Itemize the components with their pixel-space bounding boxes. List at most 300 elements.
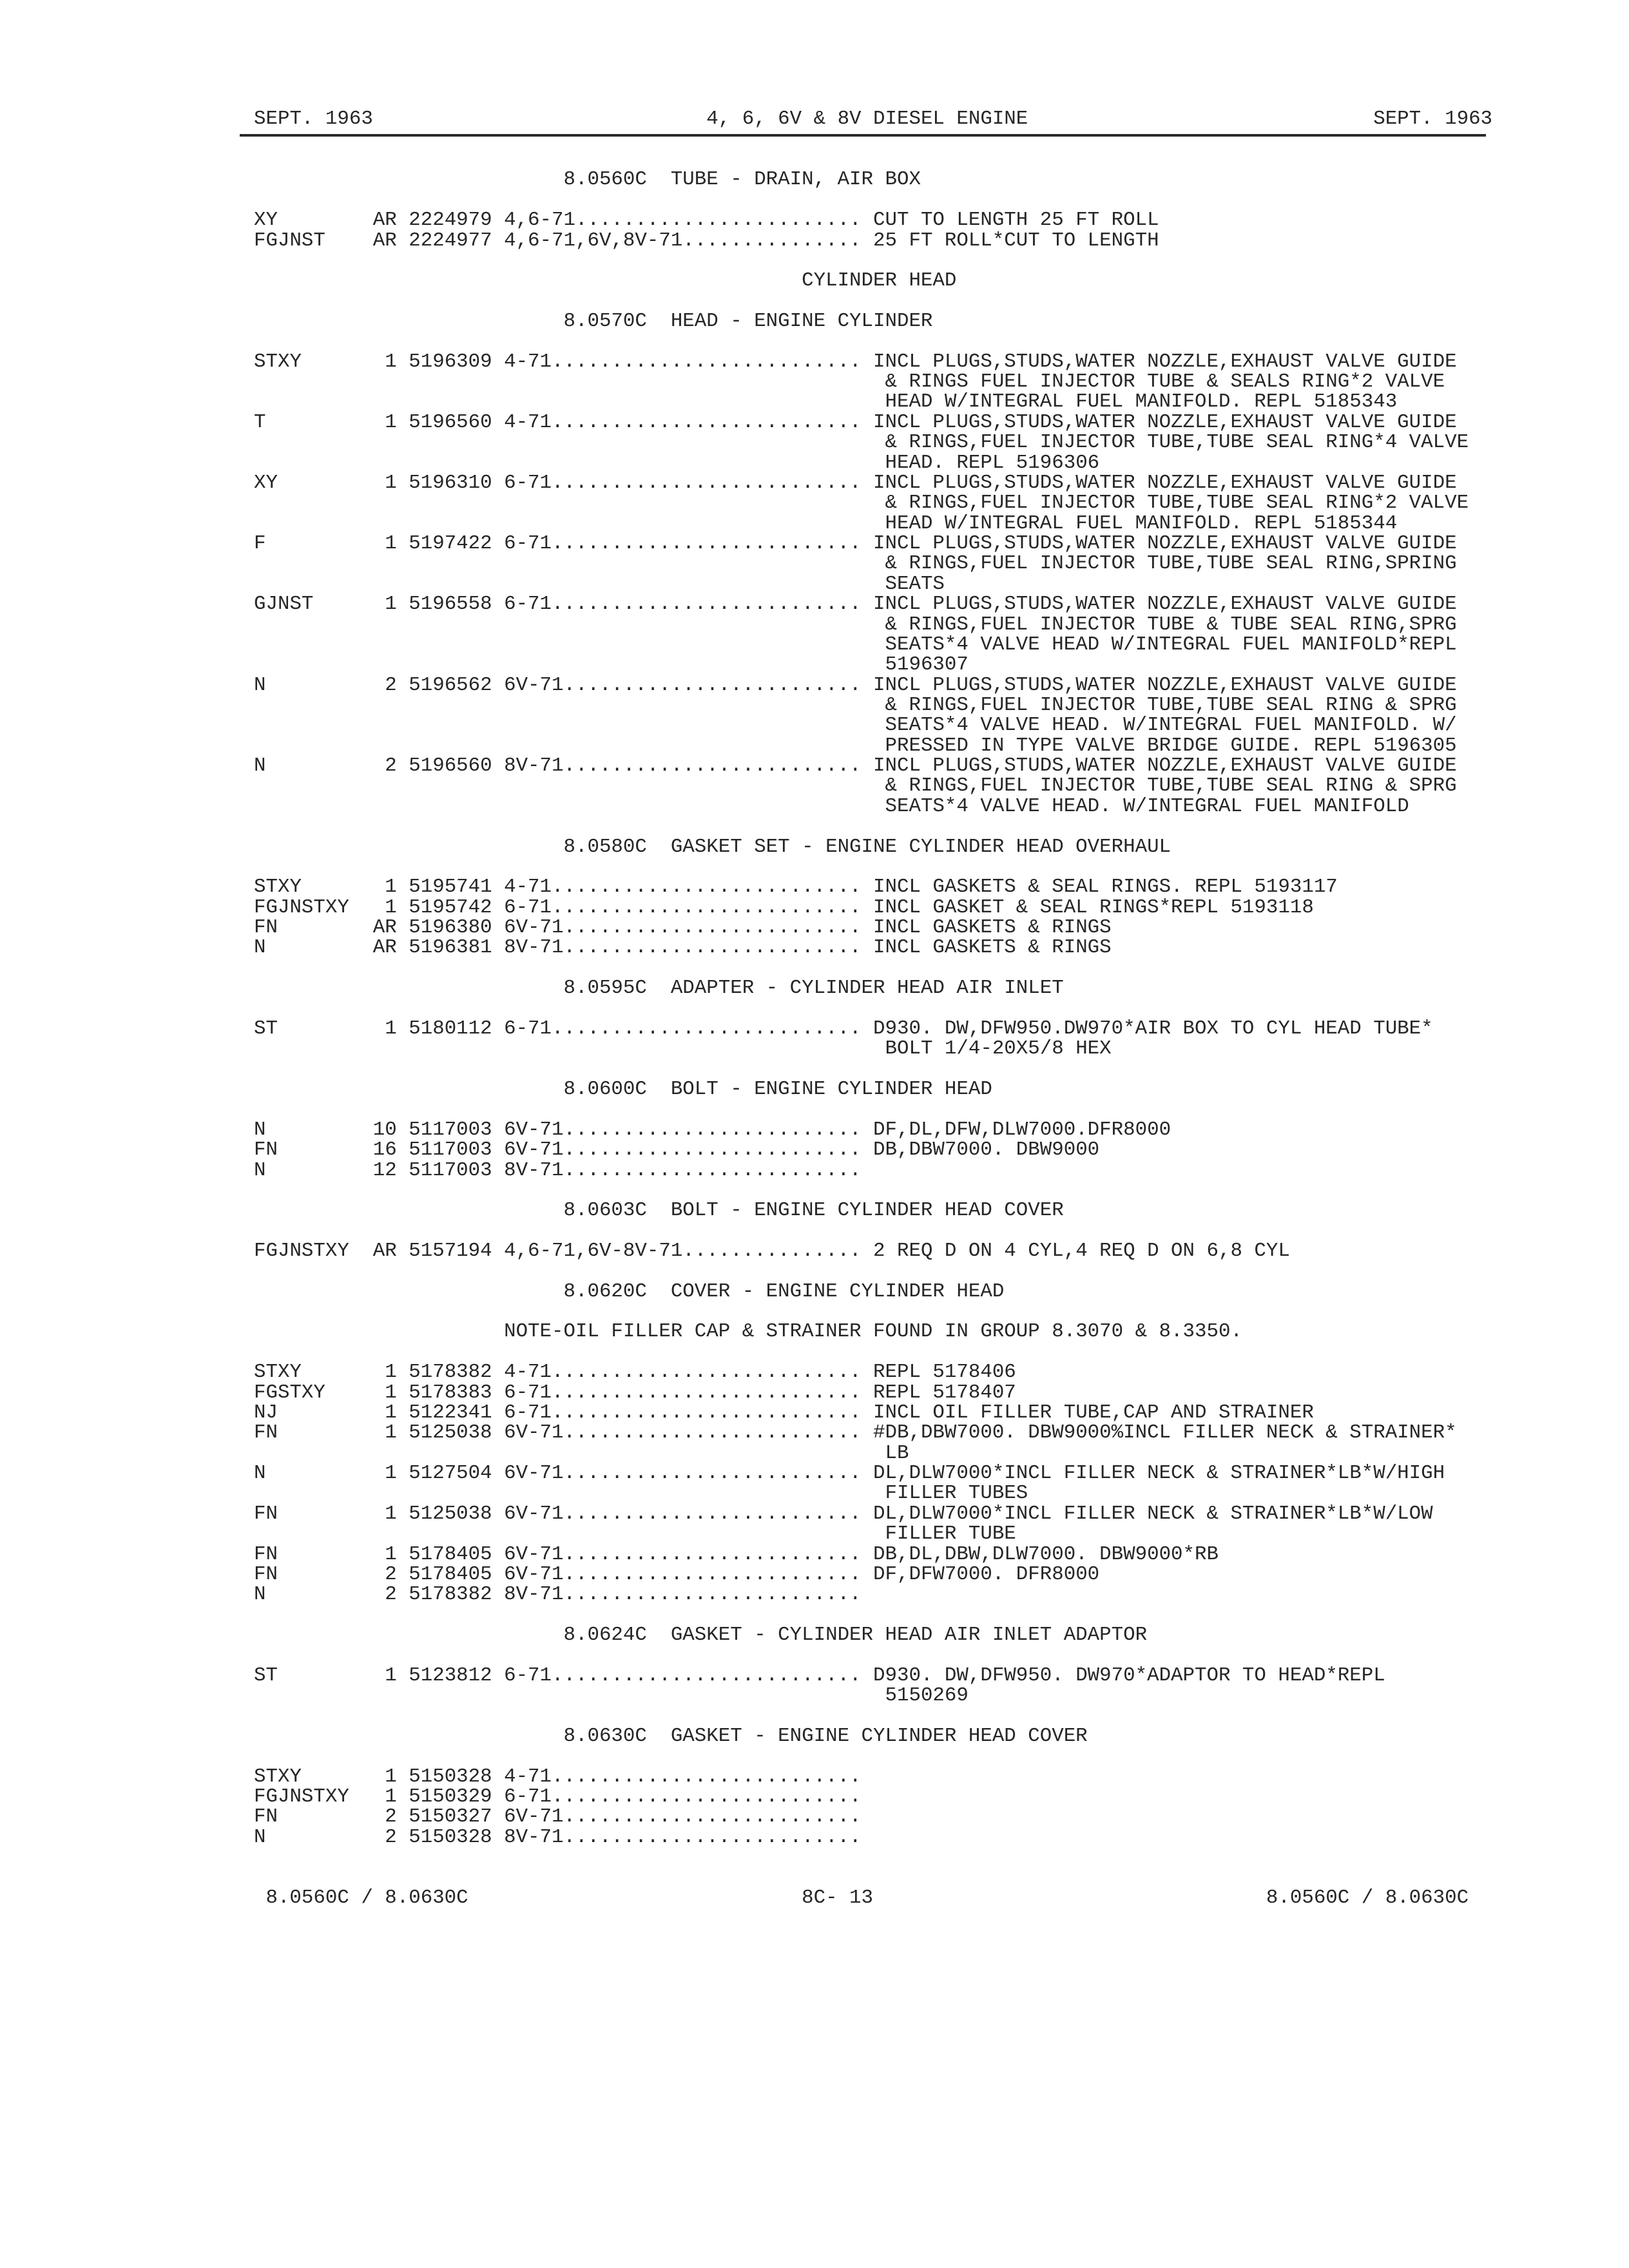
quantity: 1 (385, 350, 397, 373)
model-code: FGJNST (254, 229, 325, 252)
part-number: 5125038 (409, 1502, 492, 1525)
description-line: REPL 5178406 (873, 1361, 1016, 1384)
part-row (254, 473, 1510, 493)
dot-leader: ......................... (563, 1825, 862, 1849)
section-heading (254, 837, 1510, 857)
quantity: 12 (372, 1158, 397, 1182)
part-number: 5178383 (409, 1381, 492, 1404)
quantity: 2 (385, 1583, 397, 1606)
part-row-continuation (254, 1443, 1510, 1463)
quantity: 1 (385, 1664, 397, 1687)
part-row (254, 1362, 1510, 1382)
part-row-continuation (254, 615, 1510, 635)
model-code: FGSTXY (254, 1381, 325, 1404)
dot-leader: ......................... (563, 1421, 862, 1445)
quantity: 1 (385, 1502, 397, 1525)
quantity: AR (372, 1240, 397, 1262)
part-row-continuation (254, 635, 1510, 655)
quantity: 1 (385, 532, 397, 555)
model-code: N (254, 754, 266, 778)
description-line: SEATS*4 VALVE HEAD. W/INTEGRAL FUEL MANIFOLD. W/ (885, 714, 1457, 737)
model-code: FN (254, 1421, 278, 1445)
description-line: D930. DW,DFW950.DW970*AIR BOX TO CYL HEAD TUBE* (873, 1017, 1433, 1040)
dot-leader: .......................... (552, 593, 862, 616)
part-row-continuation (254, 695, 1510, 715)
engine-model: 4-71 (504, 410, 552, 434)
dot-leader: .......................... (552, 532, 862, 555)
dot-leader: ......................... (563, 1502, 862, 1525)
engine-model: 8V-71 (504, 754, 564, 778)
section-note-text: NOTE-OIL FILLER CAP & STRAINER FOUND IN GROUP 8.3070 & 8.3350. (504, 1320, 1242, 1343)
part-row (254, 231, 1510, 251)
part-row-continuation (254, 372, 1510, 392)
footer-range-left: 8.0560C / 8.0630C (265, 1886, 468, 1909)
section-heading (254, 1625, 1510, 1645)
description-line: & RINGS,FUEL INJECTOR TUBE,TUBE SEAL RING,SPRING (885, 552, 1457, 575)
description-line: DL,DLW7000*INCL FILLER NECK & STRAINER*LB*W/LOW (873, 1502, 1433, 1525)
model-code: FGJNSTXY (254, 896, 349, 919)
model-code: GJNST (254, 593, 314, 616)
footer-range-right: 8.0560C / 8.0630C (1266, 1886, 1469, 1909)
part-row (254, 877, 1510, 897)
engine-model: 6-71 (504, 1401, 552, 1424)
part-row (254, 1140, 1510, 1160)
engine-model: 4-71 (504, 1361, 552, 1384)
quantity: 1 (385, 1361, 397, 1384)
quantity: 1 (385, 410, 397, 434)
part-row-continuation (254, 796, 1510, 816)
description-line: 5150269 (885, 1684, 969, 1707)
description-line: D930. DW,DFW950. DW970*ADAPTOR TO HEAD*REPL (873, 1664, 1385, 1687)
engine-model: 8V-71 (504, 1158, 564, 1182)
quantity: 1 (385, 1765, 397, 1788)
part-row (254, 1383, 1510, 1403)
model-code: F (254, 532, 266, 555)
part-row (254, 1807, 1510, 1827)
part-number: 5196558 (409, 593, 492, 616)
section-number: 8.0630C (563, 1724, 647, 1747)
engine-model: 6V-71 (504, 1118, 564, 1141)
part-number: 5196560 (409, 754, 492, 778)
part-number: 5117003 (409, 1118, 492, 1141)
quantity: AR (372, 936, 397, 959)
part-number: 5180112 (409, 1017, 492, 1040)
dot-leader: ......................... (563, 673, 862, 697)
engine-model: 8V-71 (504, 936, 564, 959)
dot-leader: ......................... (563, 1118, 862, 1141)
model-code: FN (254, 1502, 278, 1525)
dot-leader: ......................... (563, 1462, 862, 1485)
catalog-page (254, 108, 1543, 2102)
model-code: FGJNSTXY (254, 1240, 349, 1262)
part-row (254, 1160, 1510, 1180)
engine-model: 4-71 (504, 350, 552, 373)
description-line: INCL OIL FILLER TUBE,CAP AND STRAINER (873, 1401, 1314, 1424)
model-code: T (254, 410, 266, 434)
part-row (254, 1241, 1510, 1261)
section-number: 8.0600C (563, 1078, 647, 1101)
part-row-continuation (254, 514, 1510, 533)
section-note (254, 1321, 1510, 1341)
section-number: 8.0595C (563, 977, 647, 1000)
header-title: 4, 6, 6V & 8V DIESEL ENGINE (706, 108, 1028, 131)
header-rule (240, 134, 1486, 137)
engine-model: 4,6-71,6V-8V-71 (504, 1240, 683, 1262)
part-number: 5195741 (409, 876, 492, 899)
section-number: 8.0603C (563, 1199, 647, 1222)
part-row (254, 1544, 1510, 1564)
dot-leader: .......................... (552, 1361, 862, 1384)
description-line: DF,DL,DFW,DLW7000.DFR8000 (873, 1118, 1171, 1141)
part-row (254, 1827, 1510, 1847)
quantity: 2 (385, 1825, 397, 1849)
part-row (254, 1584, 1510, 1604)
section-title: BOLT - ENGINE CYLINDER HEAD COVER (670, 1199, 1064, 1222)
part-number: 2224977 (409, 229, 492, 252)
description-line: HEAD W/INTEGRAL FUEL MANIFOLD. REPL 5185344 (885, 512, 1398, 535)
dot-leader: .......................... (552, 1017, 862, 1040)
part-row-continuation (254, 453, 1510, 473)
dot-leader: ......................... (563, 1583, 862, 1606)
engine-model: 8V-71 (504, 1825, 564, 1849)
quantity: 1 (385, 876, 397, 899)
part-number: 5196310 (409, 471, 492, 494)
engine-model: 6V-71 (504, 916, 564, 939)
description-line: INCL PLUGS,STUDS,WATER NOZZLE,EXHAUST VALVE GUIDE (873, 410, 1457, 434)
engine-model: 6-71 (504, 532, 552, 555)
section-number: 8.0580C (563, 835, 647, 858)
dot-leader: ......................... (563, 754, 862, 778)
description-line: BOLT 1/4-20X5/8 HEX (885, 1037, 1112, 1061)
quantity: 1 (385, 1381, 397, 1404)
engine-model: 4,6-71,6V,8V-71 (504, 229, 683, 252)
part-number: 5197422 (409, 532, 492, 555)
description-line: INCL PLUGS,STUDS,WATER NOZZLE,EXHAUST VALVE GUIDE (873, 532, 1457, 555)
description-line: SEATS*4 VALVE HEAD W/INTEGRAL FUEL MANIFOLD*REPL (885, 633, 1457, 656)
part-row-continuation (254, 1686, 1510, 1706)
description-line: DF,DFW7000. DFR8000 (873, 1562, 1100, 1586)
part-number: 5150328 (409, 1825, 492, 1849)
header-date-left: SEPT. 1963 (254, 108, 373, 131)
dot-leader: ............... (682, 229, 862, 252)
part-number: 2224979 (409, 209, 492, 232)
part-number: 5157194 (409, 1240, 492, 1262)
description-line: CUT TO LENGTH 25 FT ROLL (873, 209, 1159, 232)
section-title: COVER - ENGINE CYLINDER HEAD (670, 1280, 1005, 1303)
engine-model: 6V-71 (504, 1542, 564, 1566)
model-code: STXY (254, 1361, 302, 1384)
description-line: & RINGS FUEL INJECTOR TUBE & SEALS RING*2 VALVE (885, 370, 1445, 394)
description-line: INCL GASKETS & RINGS (873, 916, 1112, 939)
model-code: N (254, 673, 266, 697)
part-number: 5150328 (409, 1765, 492, 1788)
description-line: #DB,DBW7000. DBW9000%INCL FILLER NECK & STRAINER* (873, 1421, 1457, 1445)
part-row (254, 412, 1510, 432)
part-number: 5195742 (409, 896, 492, 919)
part-row (254, 898, 1510, 918)
description-line: INCL PLUGS,STUDS,WATER NOZZLE,EXHAUST VALVE GUIDE (873, 673, 1457, 697)
part-row (254, 1019, 1510, 1039)
engine-model: 6V-71 (504, 1805, 564, 1829)
section-number: 8.0624C (563, 1624, 647, 1647)
engine-model: 6V-71 (504, 1562, 564, 1586)
engine-model: 8V-71 (504, 1583, 564, 1606)
engine-model: 6-71 (504, 1664, 552, 1687)
quantity: 1 (385, 1542, 397, 1566)
part-number: 5123812 (409, 1664, 492, 1687)
description-line: 5196307 (885, 653, 969, 677)
description-line: DB,DBW7000. DBW9000 (873, 1139, 1100, 1162)
quantity: 1 (385, 1462, 397, 1485)
engine-model: 4-71 (504, 876, 552, 899)
part-number: 5196309 (409, 350, 492, 373)
section-title: GASKET - ENGINE CYLINDER HEAD COVER (670, 1724, 1088, 1747)
dot-leader: .......................... (552, 350, 862, 373)
description-line: HEAD. REPL 5196306 (885, 451, 1100, 474)
quantity: 1 (385, 593, 397, 616)
engine-model: 6-71 (504, 896, 552, 919)
quantity: 1 (385, 1401, 397, 1424)
part-number: 5150327 (409, 1805, 492, 1829)
part-row-continuation (254, 1483, 1510, 1503)
model-code: FN (254, 1139, 278, 1162)
dot-leader: .......................... (552, 410, 862, 434)
group-heading (254, 271, 1510, 291)
description-line: INCL PLUGS,STUDS,WATER NOZZLE,EXHAUST VALVE GUIDE (873, 471, 1457, 494)
part-row (254, 594, 1510, 614)
part-row-continuation (254, 655, 1510, 675)
description-line: & RINGS,FUEL INJECTOR TUBE,TUBE SEAL RING*2 VALVE (885, 492, 1469, 515)
part-row-continuation (254, 392, 1510, 412)
part-row (254, 1666, 1510, 1686)
part-row-continuation (254, 736, 1510, 756)
section-heading (254, 1282, 1510, 1302)
model-code: FN (254, 1805, 278, 1829)
model-code: STXY (254, 1765, 302, 1788)
description-line: INCL GASKETS & SEAL RINGS. REPL 5193117 (873, 876, 1338, 899)
quantity: 2 (385, 1805, 397, 1829)
part-row-continuation (254, 553, 1510, 573)
quantity: 2 (385, 754, 397, 778)
page-footer (254, 1888, 1510, 1908)
description-line: & RINGS,FUEL INJECTOR TUBE,TUBE SEAL RING & SPRG (885, 774, 1457, 798)
part-number: 5150329 (409, 1785, 492, 1808)
description-line: INCL PLUGS,STUDS,WATER NOZZLE,EXHAUST VALVE GUIDE (873, 754, 1457, 778)
dot-leader: .......................... (552, 896, 862, 919)
dot-leader: .......................... (552, 1401, 862, 1424)
part-number: 5125038 (409, 1421, 492, 1445)
part-row (254, 1120, 1510, 1140)
part-number: 5178405 (409, 1542, 492, 1566)
section-number: 8.0560C (563, 168, 647, 191)
group-heading-title: CYLINDER HEAD (802, 269, 957, 293)
description-line: & RINGS,FUEL INJECTOR TUBE,TUBE SEAL RING & SPRG (885, 694, 1457, 716)
engine-model: 6-71 (504, 1381, 552, 1404)
part-number: 5178405 (409, 1562, 492, 1586)
model-code: ST (254, 1017, 278, 1040)
model-code: N (254, 1583, 266, 1606)
dot-leader: ......................... (563, 1542, 862, 1566)
description-line: DL,DLW7000*INCL FILLER NECK & STRAINER*LB*W/HIGH (873, 1462, 1445, 1485)
dot-leader: ......................... (563, 936, 862, 959)
part-row (254, 533, 1510, 553)
part-row (254, 1504, 1510, 1524)
dot-leader: ......................... (563, 1158, 862, 1182)
model-code: ST (254, 1664, 278, 1687)
engine-model: 4-71 (504, 1765, 552, 1788)
dot-leader: .......................... (552, 471, 862, 494)
part-row (254, 1564, 1510, 1584)
quantity: 1 (385, 1017, 397, 1040)
model-code: N (254, 1825, 266, 1849)
part-number: 5178382 (409, 1361, 492, 1384)
engine-model: 6-71 (504, 1017, 552, 1040)
model-code: N (254, 936, 266, 959)
section-title: ADAPTER - CYLINDER HEAD AIR INLET (670, 977, 1064, 1000)
description-line: INCL PLUGS,STUDS,WATER NOZZLE,EXHAUST VALVE GUIDE (873, 593, 1457, 616)
description-line: INCL GASKET & SEAL RINGS*REPL 5193118 (873, 896, 1314, 919)
dot-leader: ......................... (563, 1139, 862, 1162)
description-line: DB,DL,DBW,DLW7000. DBW9000*RB (873, 1542, 1219, 1566)
engine-model: 6-71 (504, 1785, 552, 1808)
part-row-continuation (254, 715, 1510, 735)
part-row (254, 1403, 1510, 1423)
part-row (254, 756, 1510, 776)
section-heading (254, 1079, 1510, 1099)
model-code: N (254, 1158, 266, 1182)
part-row (254, 1767, 1510, 1787)
section-heading (254, 1200, 1510, 1220)
part-row (254, 1787, 1510, 1807)
engine-model: 6-71 (504, 593, 552, 616)
dot-leader: .......................... (552, 1664, 862, 1687)
part-number: 5178382 (409, 1583, 492, 1606)
description-line: INCL GASKETS & RINGS (873, 936, 1112, 959)
description-line: INCL PLUGS,STUDS,WATER NOZZLE,EXHAUST VALVE GUIDE (873, 350, 1457, 373)
engine-model: 6V-71 (504, 673, 564, 697)
model-code: XY (254, 209, 278, 232)
part-number: 5127504 (409, 1462, 492, 1485)
part-row (254, 352, 1510, 372)
section-title: GASKET - CYLINDER HEAD AIR INLET ADAPTOR (670, 1624, 1148, 1647)
section-title: TUBE - DRAIN, AIR BOX (670, 168, 921, 191)
section-title: HEAD - ENGINE CYLINDER (670, 309, 933, 332)
engine-model: 6V-71 (504, 1421, 564, 1445)
description-line: HEAD W/INTEGRAL FUEL MANIFOLD. REPL 5185343 (885, 390, 1398, 414)
model-code: N (254, 1462, 266, 1485)
quantity: AR (372, 229, 397, 252)
quantity: AR (372, 916, 397, 939)
dot-leader: ......................... (563, 1562, 862, 1586)
dot-leader: .......................... (552, 1381, 862, 1404)
engine-model: 6V-71 (504, 1139, 564, 1162)
quantity: 16 (372, 1139, 397, 1162)
quantity: 1 (385, 1785, 397, 1808)
section-heading (254, 311, 1510, 331)
engine-model: 6V-71 (504, 1462, 564, 1485)
section-heading (254, 169, 1510, 189)
part-number: 5122341 (409, 1401, 492, 1424)
part-row (254, 918, 1510, 937)
part-row-continuation (254, 432, 1510, 452)
part-row (254, 1423, 1510, 1443)
quantity: 2 (385, 1562, 397, 1586)
part-number: 5196380 (409, 916, 492, 939)
dot-leader: .......................... (552, 1765, 862, 1788)
description-line: REPL 5178407 (873, 1381, 1016, 1404)
engine-model: 6V-71 (504, 1502, 564, 1525)
model-code: N (254, 1118, 266, 1141)
part-row-continuation (254, 776, 1510, 796)
section-heading (254, 978, 1510, 998)
description-line: 25 FT ROLL*CUT TO LENGTH (873, 229, 1159, 252)
model-code: XY (254, 471, 278, 494)
section-number: 8.0620C (563, 1280, 647, 1303)
description-line: PRESSED IN TYPE VALVE BRIDGE GUIDE. REPL 5196305 (885, 734, 1457, 757)
description-line: & RINGS,FUEL INJECTOR TUBE & TUBE SEAL RING,SPRG (885, 613, 1457, 636)
section-title: GASKET SET - ENGINE CYLINDER HEAD OVERHAUL (670, 835, 1171, 858)
part-number: 5196381 (409, 936, 492, 959)
section-number: 8.0570C (563, 309, 647, 332)
dot-leader: ......................... (563, 1805, 862, 1829)
part-row (254, 210, 1510, 230)
page-header (254, 109, 1510, 129)
section-title: BOLT - ENGINE CYLINDER HEAD (670, 1078, 992, 1101)
model-code: NJ (254, 1401, 278, 1424)
quantity: 2 (385, 673, 397, 697)
quantity: 10 (372, 1118, 397, 1141)
part-number: 5196560 (409, 410, 492, 434)
header-date-right: SEPT. 1963 (1373, 108, 1493, 131)
description-line: FILLER TUBES (885, 1482, 1028, 1505)
part-row (254, 675, 1510, 695)
description-line: FILLER TUBE (885, 1523, 1016, 1546)
part-number: 5117003 (409, 1139, 492, 1162)
dot-leader: .......................... (552, 1785, 862, 1808)
description-line: SEATS*4 VALVE HEAD. W/INTEGRAL FUEL MANIFOLD (885, 794, 1409, 818)
model-code: FN (254, 1562, 278, 1586)
model-code: STXY (254, 876, 302, 899)
description-line: LB (885, 1441, 909, 1465)
section-heading (254, 1726, 1510, 1746)
quantity: 1 (385, 471, 397, 494)
part-row-continuation (254, 1039, 1510, 1059)
dot-leader: .......................... (552, 876, 862, 899)
dot-leader: ............... (682, 1240, 862, 1262)
dot-leader: ........................ (575, 209, 862, 232)
quantity: 1 (385, 1421, 397, 1445)
description-line: SEATS (885, 572, 945, 595)
engine-model: 6-71 (504, 471, 552, 494)
model-code: FN (254, 916, 278, 939)
quantity: AR (372, 209, 397, 232)
quantity: 1 (385, 896, 397, 919)
part-number: 5117003 (409, 1158, 492, 1182)
model-code: FN (254, 1542, 278, 1566)
model-code: FGJNSTXY (254, 1785, 349, 1808)
part-row (254, 1463, 1510, 1483)
description-line: & RINGS,FUEL INJECTOR TUBE,TUBE SEAL RING*4 VALVE (885, 431, 1469, 454)
part-number: 5196562 (409, 673, 492, 697)
part-row-continuation (254, 1524, 1510, 1544)
model-code: STXY (254, 350, 302, 373)
description-line: 2 REQ D ON 4 CYL,4 REQ D ON 6,8 CYL (873, 1240, 1290, 1262)
part-row-continuation (254, 574, 1510, 594)
page-number: 8C- 13 (802, 1886, 874, 1909)
dot-leader: ......................... (563, 916, 862, 939)
part-row-continuation (254, 493, 1510, 513)
engine-model: 4,6-71 (504, 209, 575, 232)
